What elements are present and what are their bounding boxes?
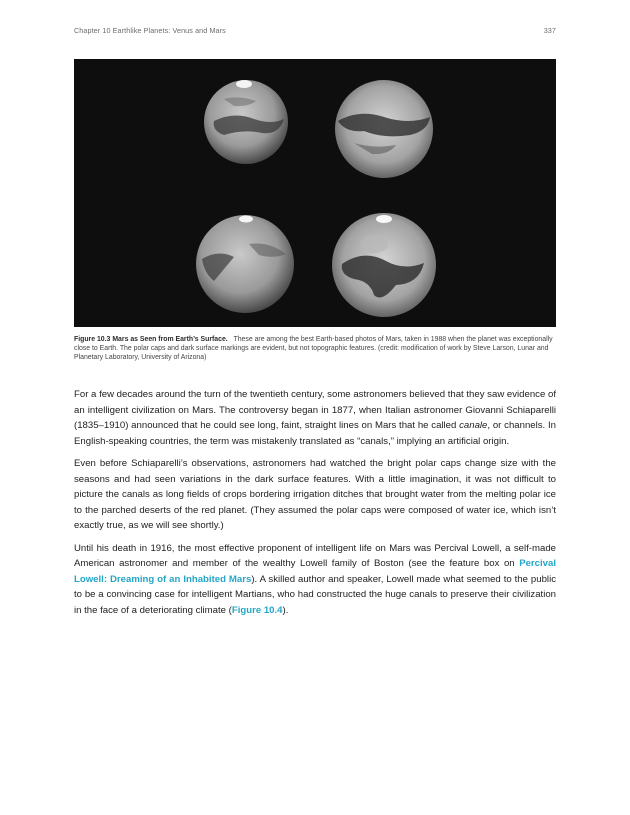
mars-photo-figure	[74, 59, 556, 327]
running-header	[74, 26, 556, 35]
chapter-title: Chapter 10 Earthlike Planets: Venus and Mars	[74, 26, 226, 35]
figure-title: Mars as Seen from Earth’s Surface.	[112, 336, 228, 343]
paragraph-3-text-a: Until his death in 1916, the most effective proponent of intelligent life on Mars was Percival Lowell, a self-made American astronomer and member of the wealthy Lowell family of Boston (see the feature box on	[74, 542, 556, 569]
figure-label: Figure 10.3	[74, 336, 111, 343]
paragraph-3-text-b: ). A skilled author and speaker, Lowell made what seemed to the public to be a convincing case for intelligent Martians, who had constructed the huge canals to preserve their civilization in the face of a deteriorating climate (	[74, 573, 556, 616]
paragraph-3-text-c: ).	[282, 604, 289, 616]
figure-caption-text: These are among the best Earth-based photos of Mars, taken in 1988 when the planet was exceptionally close to Earth. The polar caps and dark surface markings are evident, but not topographic features. (credit: modification of work by Steve Larson, Lunar and Planetary Laboratory, University of Arizona)	[74, 336, 553, 361]
mars-photos	[74, 59, 556, 327]
mars-disk-top-right	[335, 80, 433, 178]
paragraph-3	[74, 541, 556, 619]
paragraph-1	[74, 387, 556, 449]
paragraph-1-text-a: For a few decades around the turn of the twentieth century, some astronomers believed that they saw evidence of an intelligent civilization on Mars. The controversy began in 1877, when Italian astronomer Giovanni Schiaparelli (1835–1910) announced that he could see long, faint, straight lines on Mars that he called	[74, 389, 556, 431]
mars-disk-bottom-left	[196, 215, 294, 313]
percival-lowell-feature-link[interactable]: Percival Lowell: Dreaming of an Inhabited Mars	[74, 558, 556, 585]
mars-disk-top-left	[204, 80, 288, 164]
figure-10-4-link[interactable]: Figure 10.4	[231, 604, 283, 616]
mars-disk-bottom-right	[332, 213, 436, 317]
paragraph-1-text-b: , or channels. In English-speaking countries, the term was mistakenly translated as “canals,” implying an artificial origin.	[74, 420, 556, 447]
canale-term: canale	[459, 420, 488, 431]
paragraph-2: Even before Schiaparelli’s observations, astronomers had watched the bright polar caps change size with the seasons and had seen variations in the dark surface features. With a little imagination, it was not difficult to picture the canals as long fields of crops bordering irrigation ditches that brought water from the melting polar ice to the parched deserts of the red planet. (They assumed the polar caps were composed of water ice, which isn’t exactly true, as we will see shortly.)	[74, 458, 556, 531]
page-number: 337	[543, 26, 556, 35]
body-text	[74, 387, 556, 625]
figure-caption	[74, 336, 556, 363]
